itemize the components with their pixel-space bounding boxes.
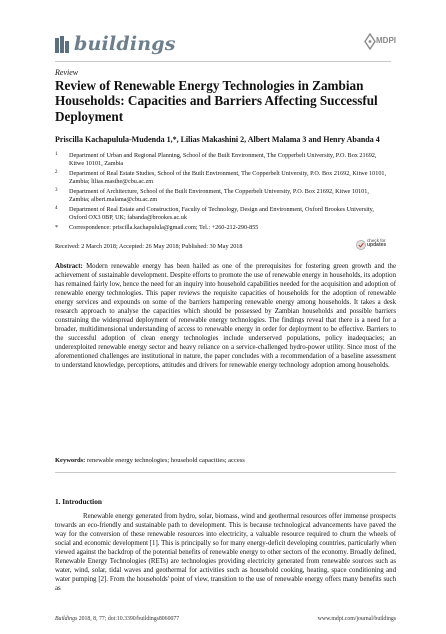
footer-doi: 2018, 8, 77; doi:10.3390/buildings8060077 (78, 616, 180, 622)
affiliation-number: 4 (55, 206, 58, 211)
footer-url[interactable]: www.mdpi.com/journal/buildings (317, 616, 396, 622)
article-type: Review (55, 68, 79, 77)
affiliation-number: 2 (55, 170, 58, 175)
keywords (55, 457, 396, 464)
correspondence-mark: * (55, 224, 59, 231)
introduction-paragraph: Renewable energy generated from hydro, solar, biomass, wind and geothermal resources offer immense prospects towards an eco-friendly and sustainable path to development. This is because technological advancements have paved the way for the conversion of these renewable resources into electricity, a valuable resource required to churn the wheels of social and economic development [1]. This is principally so for many energy-deficit developing countries, particularly when viewed against the backdrop of the potential benefits of renewable energy to other sectors of the economy. Broadly defined, Renewable Energy Technologies (RETs) are technologies providing electricity generated from renewable sources such as water, wind, solar, tidal waves and geothermal for activities such as household cooking, heating, space conditioning and water pumping [2]. From the households' point of view, transition to the use of renewable energy offers many benefits such as (55, 513, 396, 592)
keywords-text: renewable energy technologies; household capacities; access (86, 457, 245, 464)
header-rule (55, 61, 391, 62)
footer-citation (55, 616, 179, 622)
affiliation-text: Department of Architecture, School of the Built Environment, The Copperbelt University, P.O. Box 21692, Kitwe 10101, Zambia; albert.malama@cbu.ac.zm (69, 188, 369, 204)
check-for-updates-label[interactable] (367, 238, 386, 248)
affiliation-text: Department of Real Estate Studies, School of the Built Environment, The Copperbelt University, P.O. Box 21692, Kitwe 10101, Zambia; lilias.masihe@cbu.ac.zm (69, 170, 387, 186)
publication-dates: Received: 2 March 2018; Accepted: 26 May 2018; Published: 30 May 2018 (55, 243, 243, 250)
keywords-rule (55, 472, 396, 473)
affiliation-text: Department of Real Estate and Construction, Faculty of Technology, Design and Environment, Oxford Brookes University, Oxford OX3 0BP, UK; fabanda@brookes.ac.uk (69, 206, 374, 222)
check-for-updates-line2: updates (367, 242, 387, 248)
abstract-text: Modern renewable energy has been hailed as one of the prerequisites for fostering green growth and the achievement of sustainable development. Despite efforts to promote the use of renewable energy in households, its adoption has remained fairly low, hence the need for an inquiry into household capabilities needed for the acquisition and adoption of renewable energy technologies. This paper reviews the requisite capacities of households for the adoption of renewable energy services and expounds on some of the barriers hampering renewable energy among households. It takes a desk research approach to analyse the capacities which should be possessed by Zambian households and possible barriers constraining the widespread deployment of renewable energy technologies. The findings reveal that there is a need for a broader, multidimensional understanding of access to renewable energy in order for deployment to be effective. Barriers to the successful adoption of clean energy technologies include underserved populations, policy inadequacies; an underexploited renewable energy sector and heavy reliance on a service-challenged hydro-power utility. Since most of the aforementioned challenges are institutional in nature, the paper concludes with a recommendation of a baseline assessment to understand knowledge, perceptions, attitudes and drivers for renewable energy technology adoption among households. (55, 263, 396, 369)
buildings-logo-icon (55, 36, 69, 53)
section-heading: 1. Introduction (55, 497, 102, 506)
abstract-label: Abstract: (55, 263, 83, 270)
mdpi-wordmark: MDPI (376, 36, 396, 45)
affiliation-number: 1 (55, 152, 58, 157)
keywords-label: Keywords: (55, 457, 86, 464)
journal-name: buildings (74, 33, 176, 55)
author-list: Priscilla Kachapulula-Mudenda 1,*, Lilias Makashini 2, Albert Malama 3 and Henry Abanda 4 (55, 135, 380, 144)
check-for-updates-line1: check for (367, 238, 386, 243)
correspondence-text: Correspondence: priscilla.kachapulula@gmail.com; Tel.: +260-212-290-855 (69, 224, 259, 231)
footer-journal: Buildings (55, 616, 78, 622)
affiliation-text: Department of Urban and Regional Planning, School of the Built Environment, The Copperbelt University, P.O. Box 21692, Kitwe 10101, Zambia (69, 152, 377, 168)
abstract (55, 262, 396, 370)
article-title: Review of Renewable Energy Technologies in Zambian Households: Capacities and Barriers Affecting Successful Deployment (55, 78, 378, 124)
affiliation-number: 3 (55, 188, 58, 193)
